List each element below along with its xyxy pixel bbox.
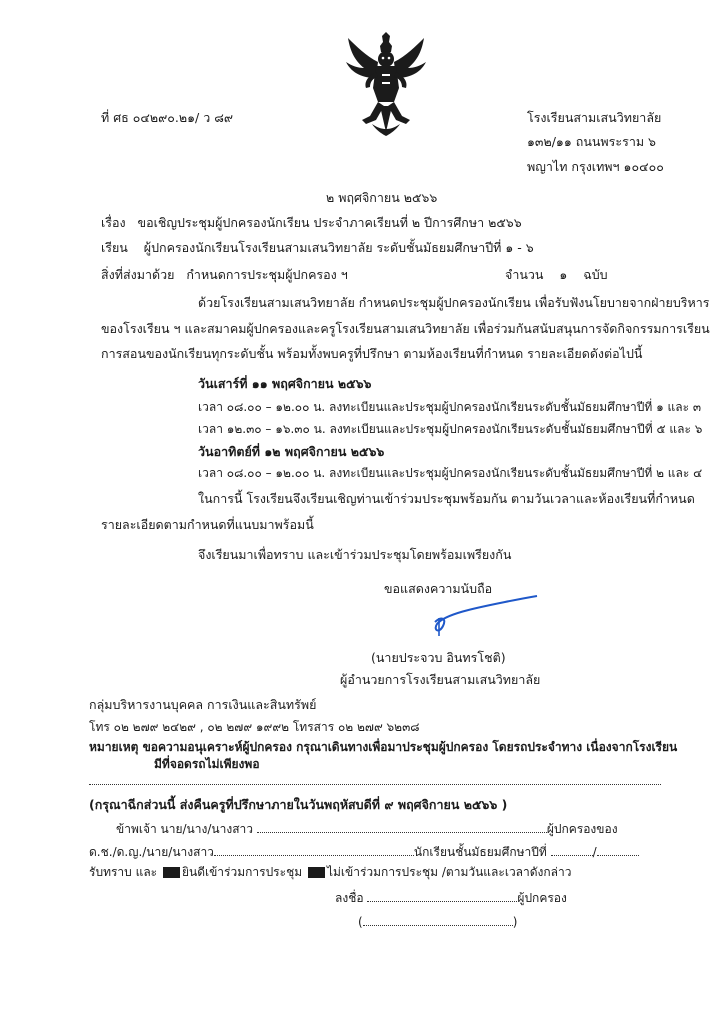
contact-phone: โทร ๐๒ ๒๗๙ ๒๔๒๙ , ๐๒ ๒๗๙ ๑๙๙๒ โทรสาร ๐๒ ๒๗๙ ๖๒๓๘ [89,720,420,734]
letter-date: ๒ พฤศจิกายน ๒๕๖๖ [326,190,438,205]
recipient-label: เรียน [101,240,128,255]
subject-label: เรื่อง [101,215,126,230]
recipient-text: ผู้ปกครองนักเรียนโรงเรียนสามเสนวิทยาลัย ระดับชั้นมัธยมศึกษาปีที่ ๑ - ๖ [143,240,534,255]
signature-field[interactable] [367,889,517,902]
body-paragraph-1-line-2: ของโรงเรียน ฯ และสมาคมผู้ปกครองและครูโรงเรียนสามเสนวิทยาลัย เพื่อร่วมกันสนับสนุนการจัดกิจกรรมการเรียน [101,321,710,336]
parent-of-label: ผู้ปกครองของ [546,822,618,836]
tear-off-line [89,784,661,785]
acknowledge-label: รับทราบ และ [89,865,158,879]
parent-name-field[interactable] [257,820,547,833]
student-name-label: ด.ช./ด.ญ./นาย/นางสาว [89,845,214,859]
school-name: โรงเรียนสามเสนวิทยาลัย [527,110,662,125]
school-street: ๑๓๒/๑๑ ถนนพระราม ๖ [527,134,656,149]
grade-field[interactable] [551,843,593,856]
reference-number: ที่ ศธ ๐๔๒๙๐.๒๑/ ว ๘๙ [101,110,233,125]
schedule-day-1-session-1: เวลา ๐๘.๐๐ – ๑๒.๐๐ น. ลงทะเบียนและประชุมผู้ปกครองนักเรียนระดับชั้นมัธยมศึกษาปีที่ ๑ และ ๓ [198,400,702,414]
closing-phrase: ขอแสดงความนับถือ [384,581,493,596]
signatory-title: ผู้อำนวยการโรงเรียนสามเสนวิทยาลัย [340,672,541,687]
body-paragraph-1-line-1: ด้วยโรงเรียนสามเสนวิทยาลัย กำหนดประชุมผู้ปกครองนักเรียน เพื่อรับฟังนโยบายจากฝ่ายบริหาร [198,295,710,310]
student-name-field[interactable] [214,843,414,856]
paren-close: ) [512,915,518,929]
schedule-day-1: วันเสาร์ที่ ๑๑ พฤศจิกายน ๒๕๖๖ [198,376,372,391]
form-line-student-name [89,843,639,860]
subject-line [101,215,522,231]
body-paragraph-2-line-1: ในการนี้ โรงเรียนจึงเรียนเชิญท่านเข้าร่วมประชุมพร้อมกัน ตามวันเวลาและห้องเรียนที่กำหนด [198,491,695,506]
not-attend-option-label: ไม่เข้าร่วมการประชุม /ตามวันและเวลาดังกล่าว [326,865,572,879]
schedule-day-2-session-1: เวลา ๐๘.๐๐ – ๑๒.๐๐ น. ลงทะเบียนและประชุมผู้ปกครองนักเรียนระดับชั้นมัธยมศึกษาปีที่ ๒ และ ๔ [198,466,703,480]
form-instruction: (กรุณาฉีกส่วนนี้ ส่งคืนครูที่ปรึกษาภายในวันพฤหัสบดีที่ ๙ พฤศจิกายน ๒๕๖๖ ) [89,797,508,812]
not-attend-checkbox[interactable] [308,867,325,878]
school-district: พญาไท กรุงเทพฯ ๑๐๔๐๐ [527,159,664,174]
enclosure-label: สิ่งที่ส่งมาด้วย [101,267,175,282]
quantity-value: ๑ [559,267,568,282]
schedule-day-1-session-2: เวลา ๑๒.๓๐ – ๑๖.๓๐ น. ลงทะเบียนและประชุมผู้ปกครองนักเรียนระดับชั้นมัธยมศึกษาปีที่ ๕ และ ๖ [198,422,703,436]
handwritten-signature-icon [425,590,545,640]
recipient-line [101,240,534,256]
body-paragraph-2-line-2: รายละเอียดตามกำหนดที่แนบมาพร้อมนี้ [101,517,314,532]
quantity-unit: ฉบับ [583,267,608,282]
sign-label: ลงชื่อ [335,891,364,905]
body-paragraph-3: จึงเรียนมาเพื่อทราบ และเข้าร่วมประชุมโดยพร้อมเพรียงกัน [198,547,512,562]
form-printed-name-line [358,913,517,930]
paren-open: ( [358,915,363,929]
garuda-emblem-icon [336,32,436,136]
subject-text: ขอเชิญประชุมผู้ปกครองนักเรียน ประจำภาคเรียนที่ ๒ ปีการศึกษา ๒๕๖๖ [137,215,522,230]
quantity-label: จำนวน [505,267,544,282]
guardian-label: ผู้ปกครอง [517,891,567,905]
printed-name-field[interactable] [363,913,513,926]
enclosure-quantity [505,267,608,283]
room-field[interactable] [597,843,639,856]
attend-checkbox[interactable] [163,867,180,878]
signatory-name: (นายประจวบ อินทรโชติ) [371,650,506,665]
enclosure-text: กำหนดการประชุมผู้ปกครอง ฯ [186,267,348,282]
form-line-parent-name [116,820,618,837]
grade-label: นักเรียนชั้นมัธยมศึกษาปีที่ [413,845,547,859]
contact-department: กลุ่มบริหารงานบุคคล การเงินและสินทรัพย์ [89,697,317,712]
note-line-2: มีที่จอดรถไม่เพียงพอ [154,757,260,771]
parent-name-label: ข้าพเจ้า นาย/นาง/นางสาว [116,822,253,836]
body-paragraph-1-line-3: การสอนของนักเรียนทุกระดับชั้น พร้อมทั้งพบครูที่ปรึกษา ตามห้องเรียนที่กำหนด รายละเอียดดังต่อไปนี้ [101,346,643,361]
schedule-day-2: วันอาทิตย์ที่ ๑๒ พฤศจิกายน ๒๕๖๖ [198,444,385,459]
form-line-attendance [89,865,572,880]
form-signature-line [335,889,567,906]
enclosure-line [101,267,348,283]
grade-separator: / [592,845,597,859]
note-line-1: หมายเหตุ ขอความอนุเคราะห์ผู้ปกครอง กรุณาเดินทางเพื่อมาประชุมผู้ปกครอง โดยรถประจำทาง เนื่องจากโรงเรียน [89,740,678,754]
attend-option-label: ยินดีเข้าร่วมการประชุม [181,865,303,879]
